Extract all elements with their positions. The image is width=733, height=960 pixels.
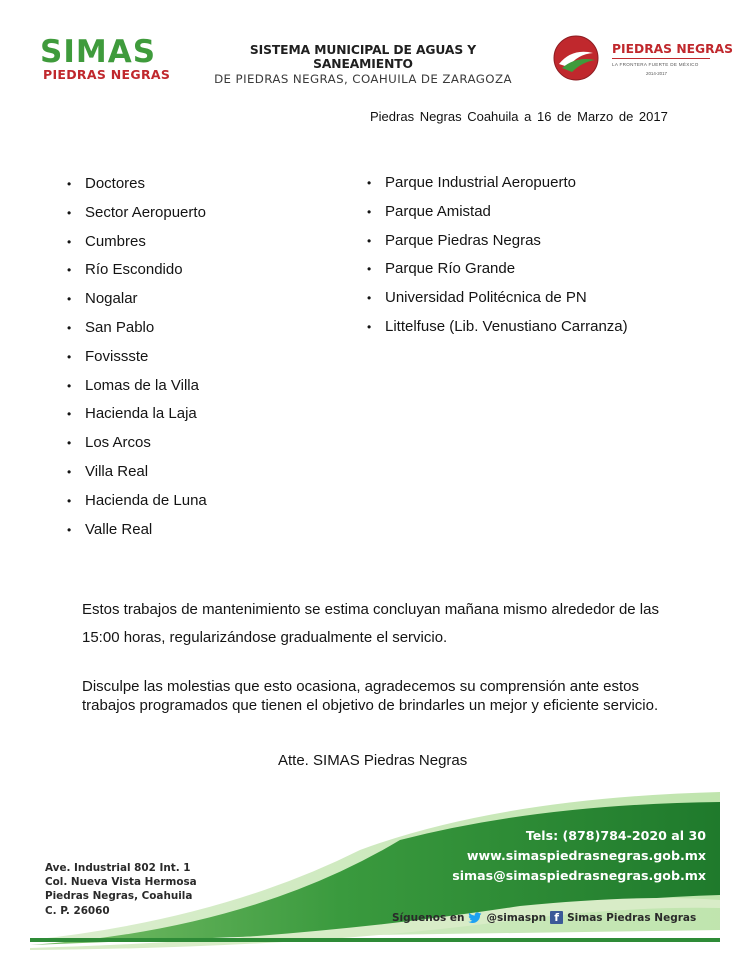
phone-numbers: Tels: (878)784-2020 al 30 <box>525 828 706 843</box>
bullet-icon: • <box>67 464 72 479</box>
bullet-icon: • <box>67 522 72 537</box>
address-line: Ave. Industrial 802 Int. 1 <box>45 862 191 874</box>
list-item-label: Hacienda la Laja <box>85 405 197 423</box>
website-link[interactable]: www.simaspiedrasnegras.gob.mx <box>466 848 706 863</box>
organization-title-line1: SISTEMA MUNICIPAL DE AGUAS Y SANEAMIENTO <box>249 43 477 71</box>
list-item <box>67 318 207 347</box>
address-line: Piedras Negras, Coahuila <box>45 890 193 903</box>
list-item-label: Fovissste <box>85 347 149 365</box>
list-item <box>67 433 207 462</box>
organization-title <box>198 43 528 86</box>
address-line: Col. Nueva Vista Hermosa <box>45 876 197 889</box>
piedras-negras-logo-divider <box>612 58 710 59</box>
bullet-icon: • <box>67 292 72 307</box>
footer-contact <box>452 826 706 886</box>
bullet-icon: • <box>67 234 72 249</box>
list-item <box>67 404 207 433</box>
simas-logo-subtitle: PIEDRAS NEGRAS <box>43 67 171 82</box>
list-item <box>67 462 207 491</box>
list-item <box>67 520 207 549</box>
list-item-label: Doctores <box>85 175 146 192</box>
list-item <box>367 317 628 346</box>
list-item-label: Parque Industrial Aeropuerto <box>385 174 576 191</box>
bullet-icon: • <box>367 319 372 334</box>
list-item <box>67 376 207 405</box>
list-item <box>367 288 628 317</box>
facebook-icon: f <box>550 911 563 924</box>
bullet-icon: • <box>67 263 72 278</box>
date-line: Piedras Negras Coahuila a 16 de Marzo de 2017 <box>370 109 668 124</box>
bullet-icon: • <box>67 349 72 364</box>
bullet-icon: • <box>367 233 372 248</box>
bullet-icon: • <box>367 262 372 277</box>
twitter-bird-icon <box>468 912 482 924</box>
list-item-label: Sector Aeropuerto <box>85 203 206 221</box>
simas-logo <box>40 36 172 84</box>
bullet-icon: • <box>367 291 372 306</box>
list-item <box>67 174 207 203</box>
list-item-label: Nogalar <box>85 290 138 308</box>
list-item <box>67 289 207 318</box>
list-item-label: Villa Real <box>85 462 149 480</box>
list-item <box>67 203 207 232</box>
organization-title-line2: DE PIEDRAS NEGRAS, COAHUILA DE ZARAGOZA <box>214 72 512 86</box>
list-item-label: Littelfuse (Lib. Venustiano Carranza) <box>385 317 628 335</box>
list-item <box>367 173 628 202</box>
bullet-icon: • <box>67 320 72 335</box>
bullet-icon: • <box>67 407 72 422</box>
list-item <box>67 232 207 261</box>
list-item-label: Valle Real <box>85 520 153 538</box>
list-item <box>367 231 628 260</box>
simas-logo-word: SIMAS <box>40 34 157 70</box>
list-item-label: Hacienda de Luna <box>85 491 207 509</box>
signature: Atte. SIMAS Piedras Negras <box>278 752 468 769</box>
apology-paragraph: Disculpe las molestias que esto ocasiona, agradecemos su comprensión ante estos trabajos programados que tienen el objetivo de brindarles un mejor y eficiente servicio. <box>82 678 659 714</box>
bullet-icon: • <box>367 176 372 190</box>
maintenance-paragraph: Estos trabajos de mantenimiento se estima concluyan mañana mismo alrededor de las 15:00 horas, regularizándose gradualmente el servicio. <box>82 601 659 646</box>
list-item-label: Río Escondido <box>85 261 183 279</box>
list-item-label: Parque Río Grande <box>385 260 516 278</box>
piedras-negras-logo-years: 2014-2017 <box>646 71 667 76</box>
piedras-negras-logo-slogan: LA FRONTERA FUERTE DE MÉXICO <box>612 62 699 67</box>
twitter-handle[interactable]: @simaspn <box>486 911 547 924</box>
piedras-negras-logo-name: PIEDRAS NEGRAS <box>612 42 733 56</box>
list-item-label: San Pablo <box>85 318 155 336</box>
list-item <box>367 259 628 288</box>
address-line: C. P. 26060 <box>45 904 110 917</box>
piedras-negras-logo <box>550 34 733 84</box>
list-item <box>367 202 628 231</box>
bullet-icon: • <box>67 436 72 451</box>
list-item-label: Cumbres <box>85 232 146 250</box>
social-links <box>392 911 696 924</box>
neighborhood-list-right <box>367 173 628 346</box>
facebook-page[interactable]: Simas Piedras Negras <box>567 911 697 924</box>
list-item-label: Los Arcos <box>85 434 151 452</box>
list-item <box>67 491 207 520</box>
piedras-negras-emblem-icon <box>552 34 600 82</box>
list-item <box>67 260 207 289</box>
bullet-icon: • <box>367 204 372 219</box>
list-item-label: Universidad Politécnica de PN <box>385 289 587 307</box>
bullet-icon: • <box>67 177 72 191</box>
list-item <box>67 347 207 376</box>
email-link[interactable]: simas@simaspiedrasnegras.gob.mx <box>452 868 706 883</box>
social-prefix: Síguenos en <box>392 911 465 924</box>
list-item-label: Parque Piedras Negras <box>385 231 541 249</box>
list-item-label: Parque Amistad <box>385 202 491 220</box>
list-item-label: Lomas de la Villa <box>85 376 199 394</box>
neighborhood-list-left <box>67 174 207 548</box>
bullet-icon: • <box>67 493 72 508</box>
bullet-icon: • <box>67 378 72 393</box>
bullet-icon: • <box>67 205 72 220</box>
footer-address <box>45 861 197 918</box>
